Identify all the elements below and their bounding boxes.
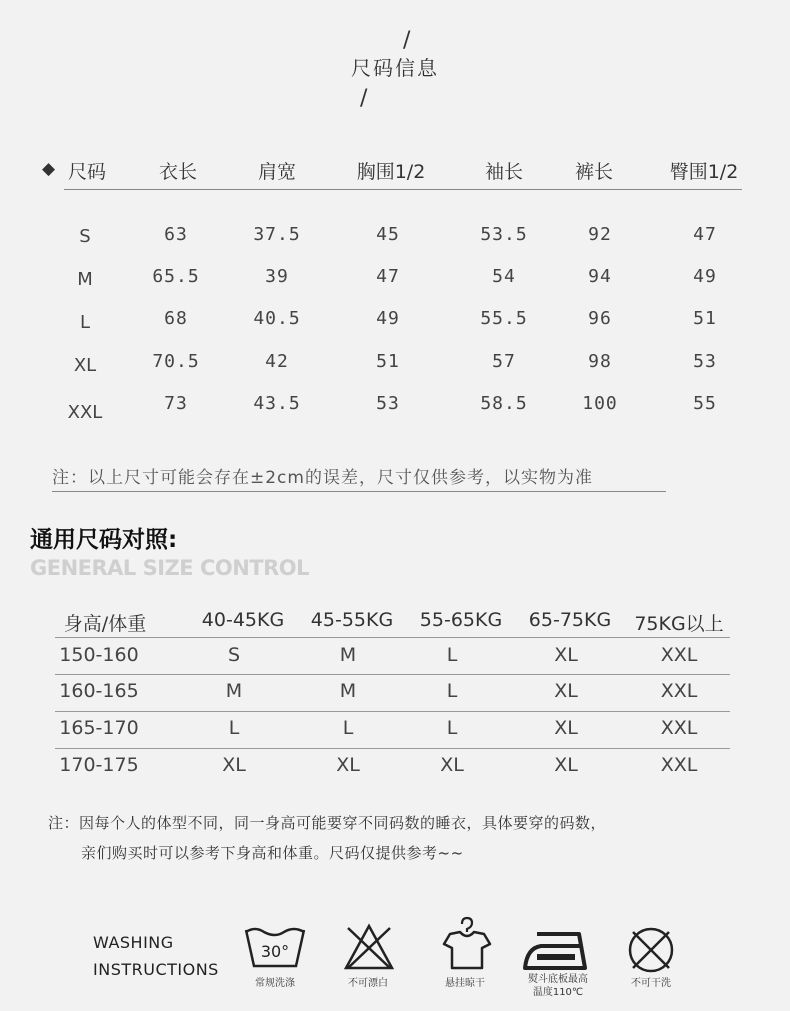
title-decoration-bottom: / bbox=[360, 86, 368, 111]
table-cell: M bbox=[339, 680, 357, 702]
table-cell: XL bbox=[222, 754, 246, 776]
table-cell: 40.5 bbox=[253, 308, 301, 329]
table-cell: 170-175 bbox=[59, 754, 139, 776]
table-cell: L bbox=[446, 680, 458, 702]
section-subtitle: GENERAL SIZE CONTROL bbox=[30, 556, 310, 580]
table-cell: 92 bbox=[588, 224, 612, 245]
table-cell: XL bbox=[336, 754, 360, 776]
general-table-header: 75KG以上 bbox=[634, 613, 724, 635]
table-cell: 43.5 bbox=[253, 393, 301, 414]
table-cell: L bbox=[446, 644, 458, 666]
general-table-divider bbox=[55, 748, 730, 749]
table-cell: XL bbox=[554, 754, 578, 776]
iron-icon bbox=[523, 926, 593, 972]
table-cell: 51 bbox=[376, 351, 400, 372]
table-cell: 45 bbox=[376, 224, 400, 245]
no-dry-clean-icon bbox=[627, 926, 675, 974]
table-cell: 68 bbox=[164, 308, 188, 329]
size-label: L bbox=[79, 312, 91, 333]
size-table-header: 胸围1/2 bbox=[356, 161, 426, 183]
table-cell: 96 bbox=[588, 308, 612, 329]
table-cell: 55 bbox=[693, 393, 717, 414]
size-table-header: 衣长 bbox=[158, 161, 197, 183]
care-caption: 熨斗底板最高 bbox=[528, 974, 588, 985]
diamond-icon: ◆ bbox=[42, 159, 56, 179]
wash-temp-label: 30° bbox=[260, 942, 290, 961]
care-caption: 常规洗涤 bbox=[255, 978, 295, 989]
table-cell: 49 bbox=[376, 308, 400, 329]
table-cell: 165-170 bbox=[59, 717, 139, 739]
table-cell: 63 bbox=[164, 224, 188, 245]
section-title: 通用尺码对照: bbox=[30, 527, 178, 553]
table-cell: 47 bbox=[376, 266, 400, 287]
size-table-header: 臀围1/2 bbox=[669, 161, 739, 183]
care-caption: 温度110℃ bbox=[532, 987, 584, 998]
table-cell: 55.5 bbox=[480, 308, 528, 329]
page-title: 尺码信息 bbox=[351, 56, 439, 80]
table-cell: M bbox=[339, 644, 357, 666]
size-label: S bbox=[79, 226, 91, 247]
table-cell: M bbox=[225, 680, 243, 702]
note-underline bbox=[52, 491, 666, 492]
hang-dry-icon bbox=[440, 918, 492, 972]
wash-30-icon bbox=[244, 926, 306, 970]
general-table-header: 45-55KG bbox=[310, 609, 394, 631]
care-caption: 悬挂晾干 bbox=[445, 978, 485, 989]
table-cell: XL bbox=[554, 717, 578, 739]
size-table-header: 尺码 bbox=[68, 161, 107, 183]
table-cell: 53.5 bbox=[480, 224, 528, 245]
size-table-header: 肩宽 bbox=[257, 161, 296, 183]
table-cell: 53 bbox=[693, 351, 717, 372]
table-cell: 150-160 bbox=[59, 644, 139, 666]
table-cell: 94 bbox=[588, 266, 612, 287]
general-table-divider bbox=[55, 711, 730, 712]
table-cell: XXL bbox=[660, 680, 698, 702]
table-cell: L bbox=[342, 717, 354, 739]
table-cell: 53 bbox=[376, 393, 400, 414]
no-bleach-icon bbox=[344, 924, 394, 970]
title-decoration-top: / bbox=[403, 28, 411, 53]
table-cell: 37.5 bbox=[253, 224, 301, 245]
size-table-header: 袖长 bbox=[484, 161, 523, 183]
table-cell: XL bbox=[440, 754, 464, 776]
size-table-header: 裤长 bbox=[574, 161, 613, 183]
table-cell: XXL bbox=[660, 754, 698, 776]
general-table-header: 身高/体重 bbox=[63, 613, 147, 635]
size-note: 注：以上尺寸可能会存在±2cm的误差，尺寸仅供参考，以实物为准 bbox=[52, 468, 593, 488]
general-table-divider bbox=[55, 637, 730, 638]
table-cell: 65.5 bbox=[152, 266, 200, 287]
care-caption: 不可干洗 bbox=[631, 978, 671, 989]
care-caption: 不可漂白 bbox=[348, 978, 388, 989]
table-cell: 42 bbox=[265, 351, 289, 372]
table-cell: 70.5 bbox=[152, 351, 200, 372]
size-label: M bbox=[77, 269, 93, 290]
washing-title: WASHING bbox=[93, 933, 174, 952]
size-label: XXL bbox=[67, 402, 103, 423]
general-table-header: 40-45KG bbox=[201, 609, 285, 631]
table-cell: 58.5 bbox=[480, 393, 528, 414]
table-cell: 73 bbox=[164, 393, 188, 414]
general-table-header: 65-75KG bbox=[528, 609, 612, 631]
table-cell: 160-165 bbox=[59, 680, 139, 702]
table-cell: 54 bbox=[492, 266, 516, 287]
table-cell: XL bbox=[554, 680, 578, 702]
table-cell: 49 bbox=[693, 266, 717, 287]
table-cell: L bbox=[446, 717, 458, 739]
table-cell: 39 bbox=[265, 266, 289, 287]
size-label: XL bbox=[73, 355, 97, 376]
table-cell: 51 bbox=[693, 308, 717, 329]
size-advice-note: 亲们购买时可以参考下身高和体重。尺码仅提供参考~~ bbox=[81, 844, 464, 862]
table-cell: 57 bbox=[492, 351, 516, 372]
table-cell: 98 bbox=[588, 351, 612, 372]
size-advice-note: 注：因每个人的体型不同，同一身高可能要穿不同码数的睡衣，具体要穿的码数， bbox=[48, 814, 607, 832]
table-cell: L bbox=[228, 717, 240, 739]
general-table-divider bbox=[55, 674, 730, 675]
table-cell: XXL bbox=[660, 717, 698, 739]
size-table-divider bbox=[64, 189, 742, 190]
table-cell: XXL bbox=[660, 644, 698, 666]
table-cell: S bbox=[227, 644, 241, 666]
table-cell: 100 bbox=[582, 393, 618, 414]
washing-title: INSTRUCTIONS bbox=[93, 960, 219, 979]
table-cell: XL bbox=[554, 644, 578, 666]
table-cell: 47 bbox=[693, 224, 717, 245]
general-table-header: 55-65KG bbox=[419, 609, 503, 631]
